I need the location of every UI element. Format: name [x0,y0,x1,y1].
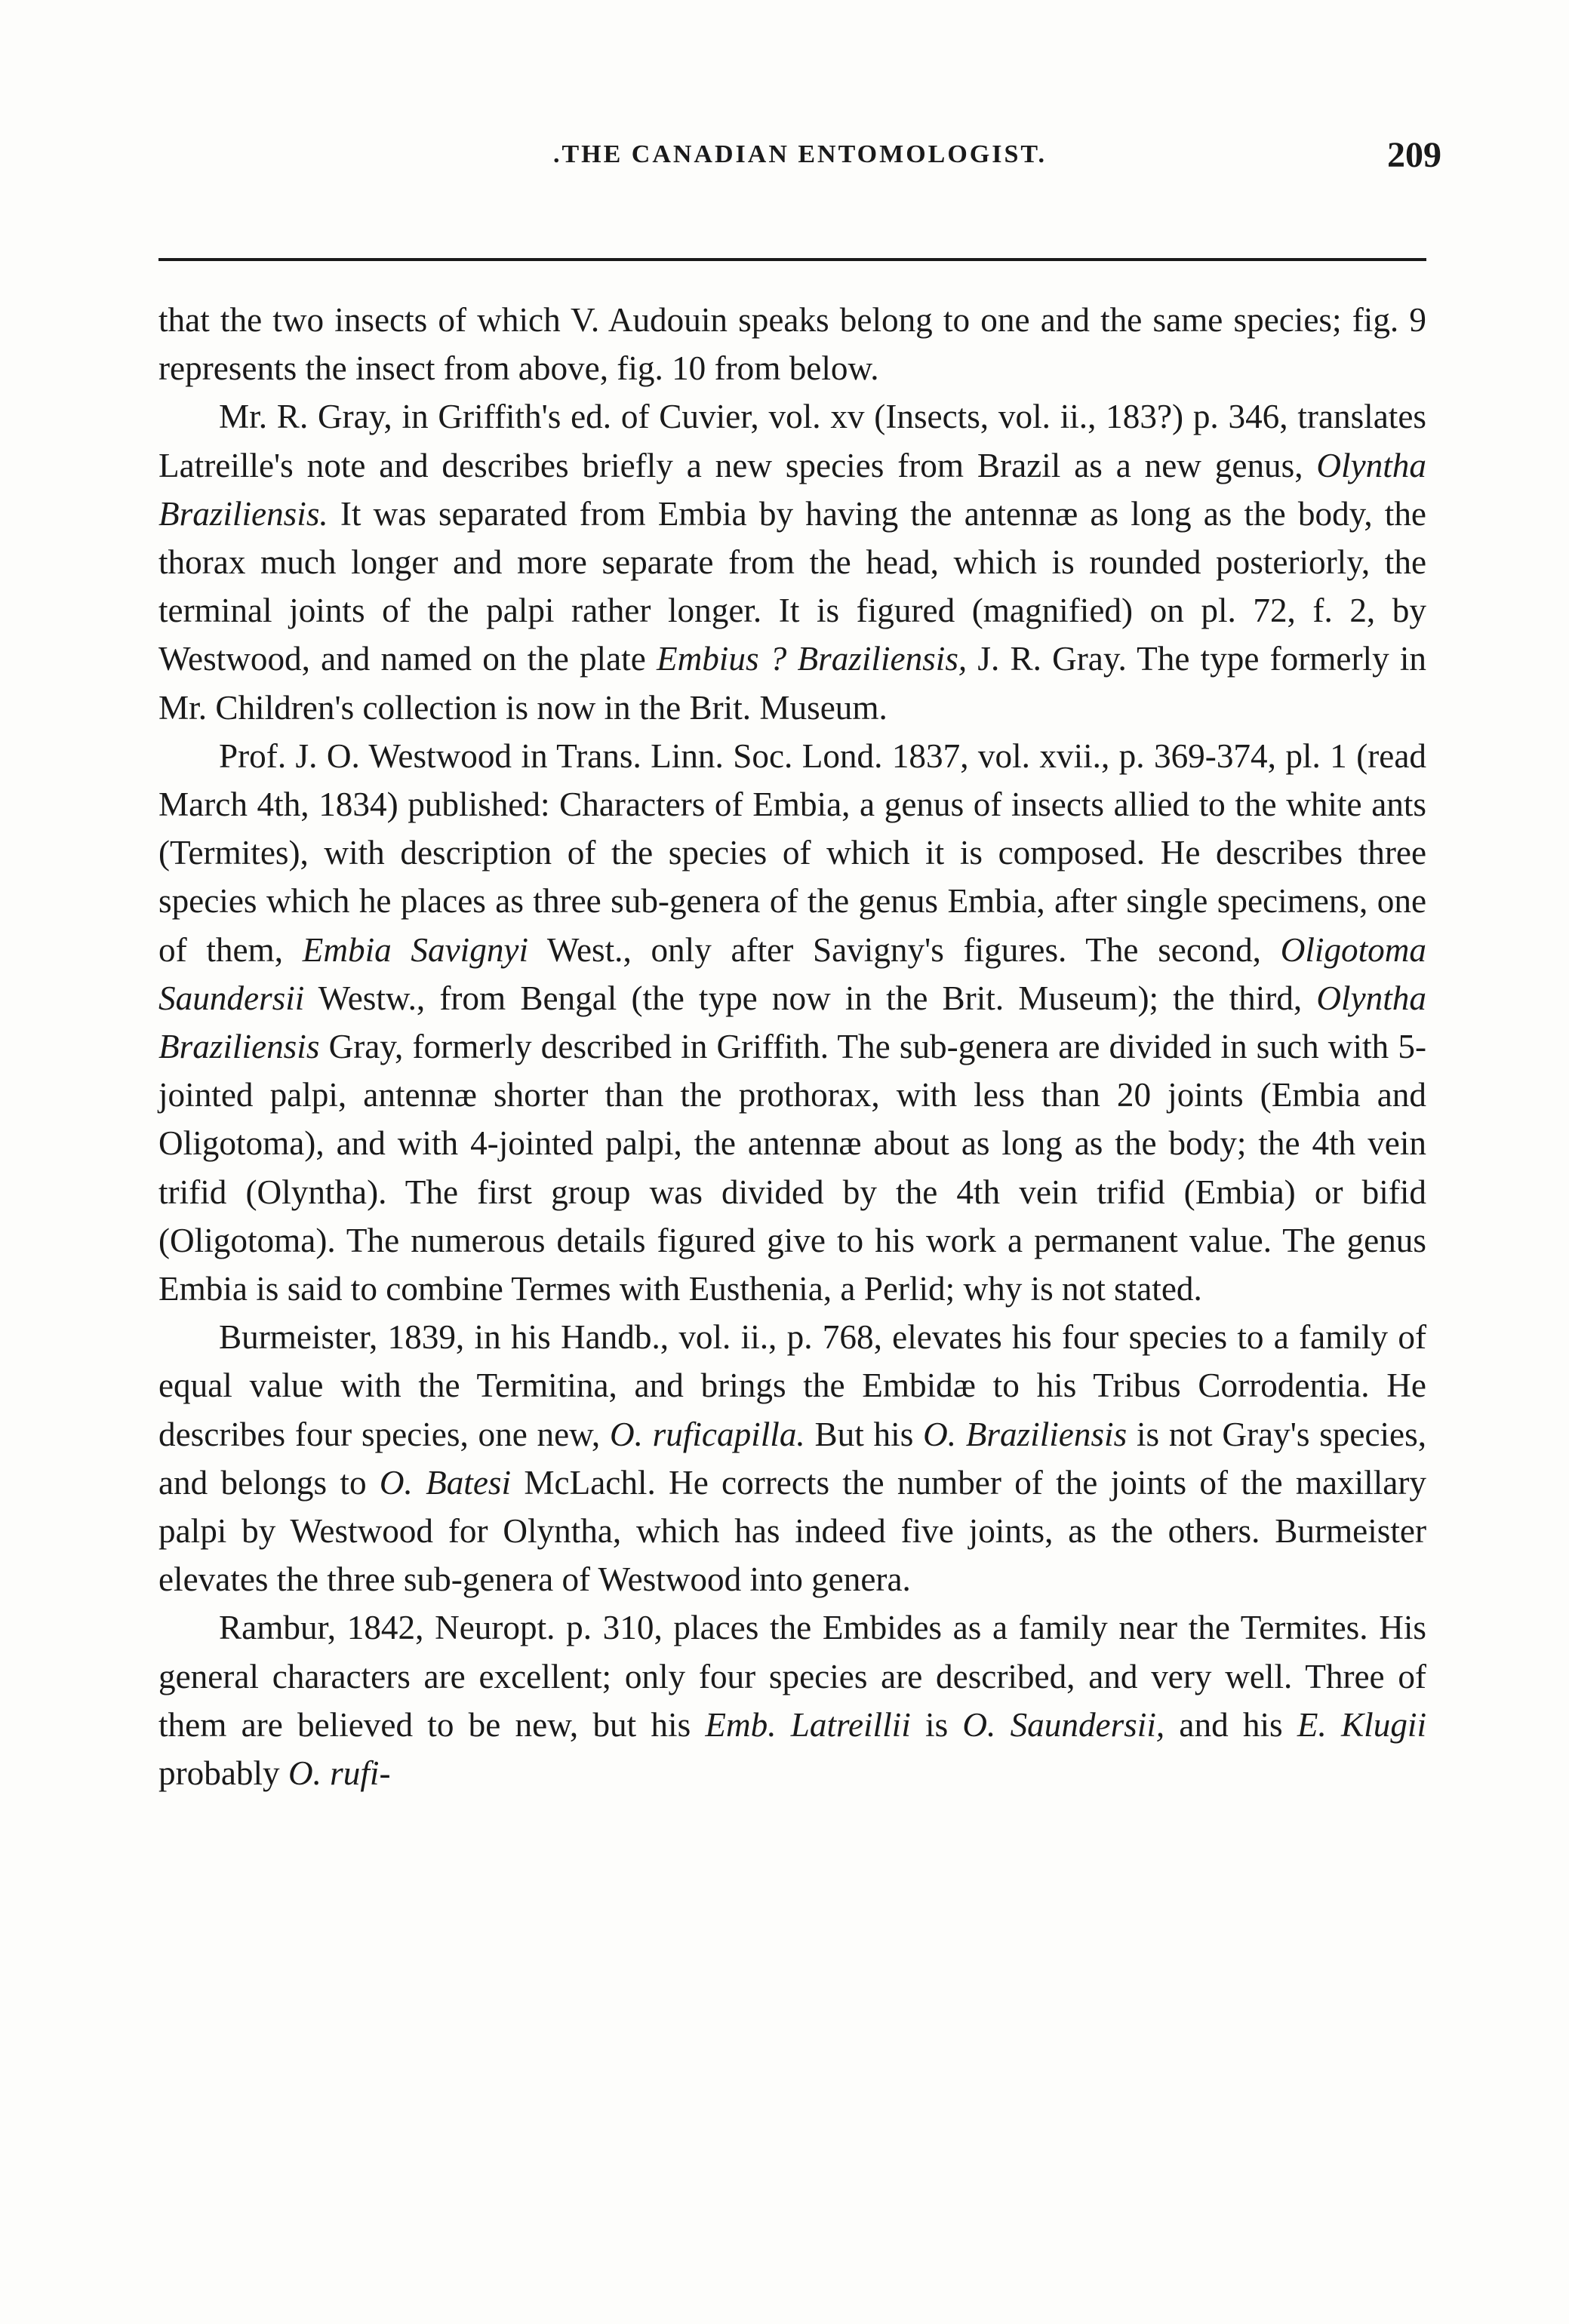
paragraph [158,1603,1426,1797]
italic-text: Olyntha Braziliensis [158,979,1426,1066]
running-head [158,135,1441,186]
text-segment: But his [804,1415,924,1453]
text-segment: Rambur, 1842, Neuropt. p. 310, places the Embides as a family near the Termites. His general characters are excellent; only four species are described, and very well. Three of them are believed to be new, but his [158,1609,1426,1744]
italic-text: O. Braziliensis [923,1415,1128,1453]
text-segment: Mr. R. Gray, in Griffith's ed. of Cuvier, vol. xv (Insects, vol. ii., 183?) p. 346, translates Latreille's note and describes briefly a new species from Brazil as a new genus, [158,398,1426,484]
text-segment: and his [1164,1705,1297,1744]
body-text [158,296,1426,1797]
paragraph [158,732,1426,1313]
page-number: 209 [1387,135,1441,175]
italic-text: O. Batesi [379,1463,512,1502]
header-rule [158,258,1426,261]
text-segment: Burmeister, 1839, in his Handb., vol. ii., p. 768, elevates his four species to a family of equal value with the Termitina, and brings the Embidæ to his Tribus Corrodentia. He describes four species, one new, [158,1318,1426,1453]
text-segment: McLachl. He corrects the number of the joints of the maxillary palpi by Westwood for Olyntha, which has indeed five joints, as the others. Burmeister elevates the three sub-genera of Westwood into genera. [158,1463,1426,1599]
text-segment: It was separated from Embia by having the antennæ as long as the body, the thorax much longer and more separate from the head, which is rounded posteriorly, the terminal joints of the palpi rather longer. It is figured (magnified) on pl. 72, f. 2, by Westwood, and named on the plate [158,494,1426,678]
text-segment: that the two insects of which V. Audouin speaks belong to one and the same species; fig. 9 represents the insect from above, fig. 10 from below. [158,301,1426,388]
text-segment: West., only after Savigny's figures. The second, [528,930,1281,969]
text-segment: Gray, formerly described in Griffith. The sub-genera are divided in such with 5-jointed palpi, antennæ shorter than the prothorax, with less than 20 joints (Embia and Oligotoma), and with 4-jointed palpi, the antennæ about as long as the body; the 4th vein trifid (Olyntha). The first group was divided by the 4th vein trifid (Embia) or bifid (Oligotoma). The numerous details figured give to his work a permanent value. The genus Embia is said to combine Termes with Eusthenia, a Perlid; why is not stated. [158,1028,1426,1308]
paragraph [158,1313,1426,1603]
running-title: .THE CANADIAN ENTOMOLOGIST. [552,140,1048,168]
text-segment: is not Gray's species, and belongs to [158,1415,1426,1502]
italic-text: Olyntha Braziliensis. [158,446,1426,533]
text-segment: Prof. J. O. Westwood in Trans. Linn. Soc. Lond. 1837, vol. xvii., p. 369-374, pl. 1 (read March 4th, 1834) published: Characters of Embia, a genus of insects allied to the white ants (Termites), with description of the species of which it is composed. He describes three species which he places as three sub-genera of the genus Embia, after single specimens, one of them, [158,736,1426,969]
text-segment: J. R. Gray. The type formerly in Mr. Children's collection is now in the Brit. Museum. [158,640,1426,727]
paragraph [158,392,1426,731]
italic-text: Oligotoma Saundersii [158,930,1427,1017]
text-segment: is [910,1705,963,1744]
italic-text: Embius ? Braziliensis, [656,640,968,678]
italic-text: Embia Savignyi [302,930,529,969]
italic-text: O. rufi- [288,1754,391,1793]
italic-text: O. ruficapilla. [609,1415,805,1453]
text-segment: Westw., from Bengal (the type now in the Brit. Museum); the third, [304,979,1317,1017]
italic-text: O. Saundersii, [962,1705,1165,1744]
italic-text: E. Klugii [1297,1705,1427,1744]
paragraph [158,296,1426,392]
text-segment: probably [158,1754,288,1793]
italic-text: Emb. Latreillii [705,1705,911,1744]
